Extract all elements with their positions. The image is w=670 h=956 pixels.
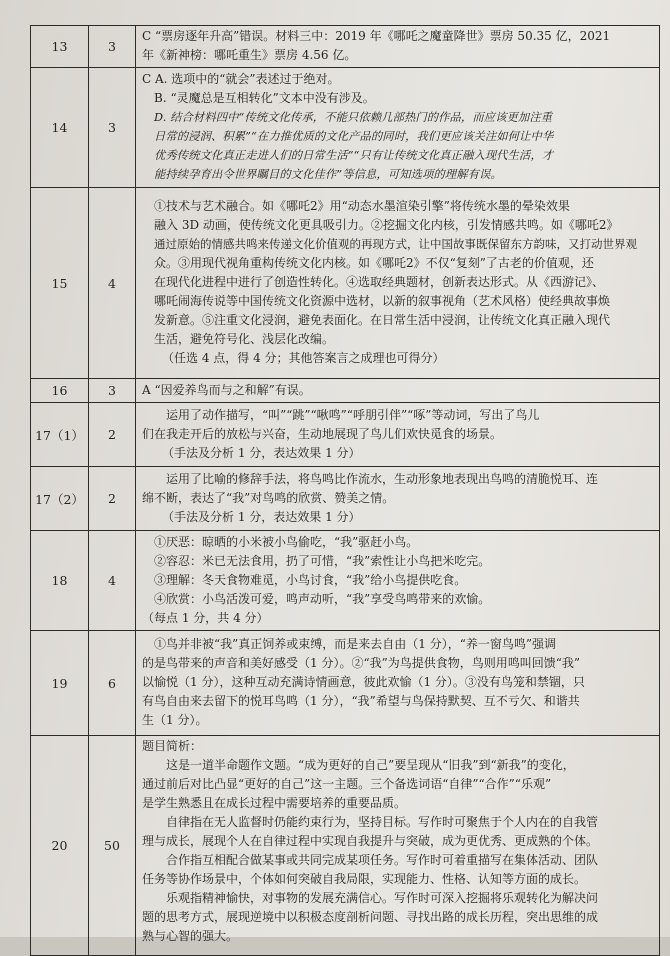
question-number: 16 (31, 379, 89, 403)
answer-line: 是学生熟悉且在成长过程中需要培养的重要品质。 (142, 796, 407, 810)
question-number: 18 (31, 531, 89, 631)
answer-line: 哪吒闹海传说等中国传统文化资源中选材，以新的叙事视角（艺术风格）使经典故事焕 (154, 294, 611, 308)
answer-line: 们在我走开后的放松与兴奋，生动地展现了鸟儿们欢快觅食的场景。 (142, 426, 503, 441)
answer-line: 众。③用现代视角重构传统文化内核。如《哪吒2》不仅“复刻”了古老的价值观，还 (154, 256, 594, 270)
answer-row-17-1 (31, 403, 660, 467)
answer-line: A “因爱养鸟而与之和解”有误。 (142, 382, 311, 397)
answer-line: ①厌恶：晾晒的小米被小鸟偷吃，“我”驱赶小鸟。 (154, 534, 419, 549)
answer-line: 在现代化进程中进行了创造性转化。④选取经典题材，创新表达形式。从《西游记》、 (154, 275, 605, 289)
answer-line: 的是鸟带来的声音和美好感受（1 分）。②“我”为鸟提供食物，鸟则用鸣叫回馈“我” (142, 656, 580, 670)
answer-line: ①鸟并非被“我”真正饲养或束缚，而是来去自由（1 分），“养一窗鸟鸣”强调 (154, 637, 556, 651)
answer-line: 合作指互相配合做某事或共同完成某项任务。写作时可着重描写在集体活动、团队 (166, 853, 599, 867)
answer-line: 年《新神榜：哪吒重生》票房 4.56 亿。 (142, 48, 357, 62)
answer-line: ②容忍：米已无法食用，扔了可惜，“我”索性让小鸟把米吃完。 (154, 553, 491, 568)
answer-line: 理与成长，展现个人在自律过程中实现自我提升与突破，成为更优秀、更成熟的个体。 (142, 834, 599, 848)
question-number: 15 (31, 188, 89, 379)
score: 3 (89, 379, 136, 403)
section-heading: 题目简析： (142, 739, 203, 753)
answer-line: 运用了动作描写，“叫”“跳”“啾鸣”“呼朋引伴”“啄”等动词，写出了鸟儿 (166, 407, 540, 422)
question-number: 17（1） (31, 403, 89, 467)
scoring-note: （任选 4 点，得 4 分；其他答案言之成理也可得分） (162, 351, 445, 365)
answer-row-20 (31, 736, 660, 956)
scoring-note: （每点 1 分，共 4 分） (142, 610, 269, 625)
answer-line: 通过原始的情感共鸣来传递文化价值观的再现方式，让中国故事既保留东方韵味，又打动世界观 (154, 237, 637, 251)
question-number: 19 (31, 631, 89, 736)
question-number: 17（2） (31, 467, 89, 531)
score: 3 (89, 68, 136, 188)
answer-line: 生（1 分）。 (142, 713, 208, 727)
answer-line: 以愉悦（1 分），这种互动充满诗情画意，彼此欢愉（1 分）。③没有鸟笼和禁锢，只 (142, 675, 585, 689)
question-number: 13 (31, 26, 89, 68)
answer-line: 通过前后对比凸显“更好的自己”这一主题。三个备选词语“自律”“合作”“乐观” (142, 777, 552, 791)
answer-line: B. “灵魔总是互相转化”文本中没有涉及。 (154, 91, 375, 105)
answer-line: 这是一道半命题作文题。“成为更好的自己”要呈现从“旧我”到“新我”的变化， (166, 758, 575, 772)
answer-line: C A. 选项中的“就会”表述过于绝对。 (142, 72, 340, 86)
answer-line: 乐观指精神愉快，对事物的发展充满信心。写作时可深入挖掘将乐观转化为解决问 (166, 891, 599, 905)
score: 4 (89, 188, 136, 379)
question-number: 14 (31, 68, 89, 188)
answer-line: 有鸟自由来去留下的悦耳鸟鸣（1 分），“我”希望与鸟保持默契、互不亏欠、和谐共 (142, 694, 580, 708)
answer-text (136, 531, 660, 631)
answer-row-18 (31, 531, 660, 631)
answer-line: ④欣赏：小鸟活泼可爱，鸣声动听，“我”享受鸟鸣带来的欢愉。 (154, 591, 491, 606)
answer-line: 自律指在无人监督时仍能约束行为，坚持目标。写作时可聚焦于个人内在的自我管 (166, 815, 599, 829)
score: 6 (89, 631, 136, 736)
answer-line: 优秀传统文化真正走进人们的日常生活”“只有让传统文化真正融入现代生活，才 (154, 149, 554, 162)
answer-row-13 (31, 26, 660, 68)
answer-line: 绵不断，表达了“我”对鸟鸣的欣赏、赞美之情。 (142, 490, 395, 505)
answer-line: 题的思考方式，展现逆境中以积极态度剖析问题、寻找出路的成长历程，突出思维的成 (142, 910, 599, 924)
answer-text (136, 736, 660, 956)
answer-text (136, 467, 660, 531)
score: 4 (89, 531, 136, 631)
answer-table (30, 25, 660, 956)
answer-text (136, 379, 660, 403)
scoring-note: （手法及分析 1 分，表达效果 1 分） (162, 445, 361, 460)
answer-row-14 (31, 68, 660, 188)
answer-text (136, 68, 660, 188)
answer-row-17-2 (31, 467, 660, 531)
answer-line: 运用了比喻的修辞手法，将鸟鸣比作流水，生动形象地表现出鸟鸣的清脆悦耳、连 (166, 471, 599, 486)
scoring-note: （手法及分析 1 分，表达效果 1 分） (162, 509, 361, 524)
answer-line: 日常的浸润、积累”“在力推优质的文化产品的同时，我们更应该关注如何让中华 (154, 130, 554, 143)
answer-line: 任务等协作场景中，个体如何突破自我局限，实现能力、性格、认知等方面的成长。 (142, 872, 587, 886)
answer-line: 能持续孕育出令世界瞩目的文化佳作”等信息，可知选项的理解有误。 (154, 168, 502, 181)
answer-line: C “票房逐年升高”错误。材料三中：2019 年《哪吒之魔童降世》票房 50.35 亿，2021 (142, 29, 611, 43)
answer-text (136, 26, 660, 68)
answer-row-15 (31, 188, 660, 379)
answer-row-16 (31, 379, 660, 403)
answer-text (136, 188, 660, 379)
answer-line: ①技术与艺术融合。如《哪吒2》用“动态水墨渲染引擎”将传统水墨的晕染效果 (154, 199, 570, 213)
answer-text (136, 403, 660, 467)
answer-line: 生活，避免符号化、浅层化改编。 (154, 332, 335, 346)
answer-text (136, 631, 660, 736)
answer-line: 熟与心智的强大。 (142, 929, 239, 943)
question-number: 20 (31, 736, 89, 956)
answer-line: 融入 3D 动画，使传统文化更具吸引力。②挖掘文化内核，引发情感共鸣。如《哪吒2》 (154, 218, 619, 232)
score: 2 (89, 403, 136, 467)
score: 50 (89, 736, 136, 956)
score: 2 (89, 467, 136, 531)
answer-line: D. 结合材料四中“传统文化传承，不能只依赖几部热门的作品，而应该更加注重 (154, 111, 553, 124)
answer-line: 发新意。⑤注重文化浸润，避免表面化。在日常生活中浸润，让传统文化真正融入现代 (154, 313, 611, 327)
score: 3 (89, 26, 136, 68)
answer-row-19 (31, 631, 660, 736)
answer-line: ③理解：冬天食物难觅，小鸟讨食，“我”给小鸟提供吃食。 (154, 572, 467, 587)
